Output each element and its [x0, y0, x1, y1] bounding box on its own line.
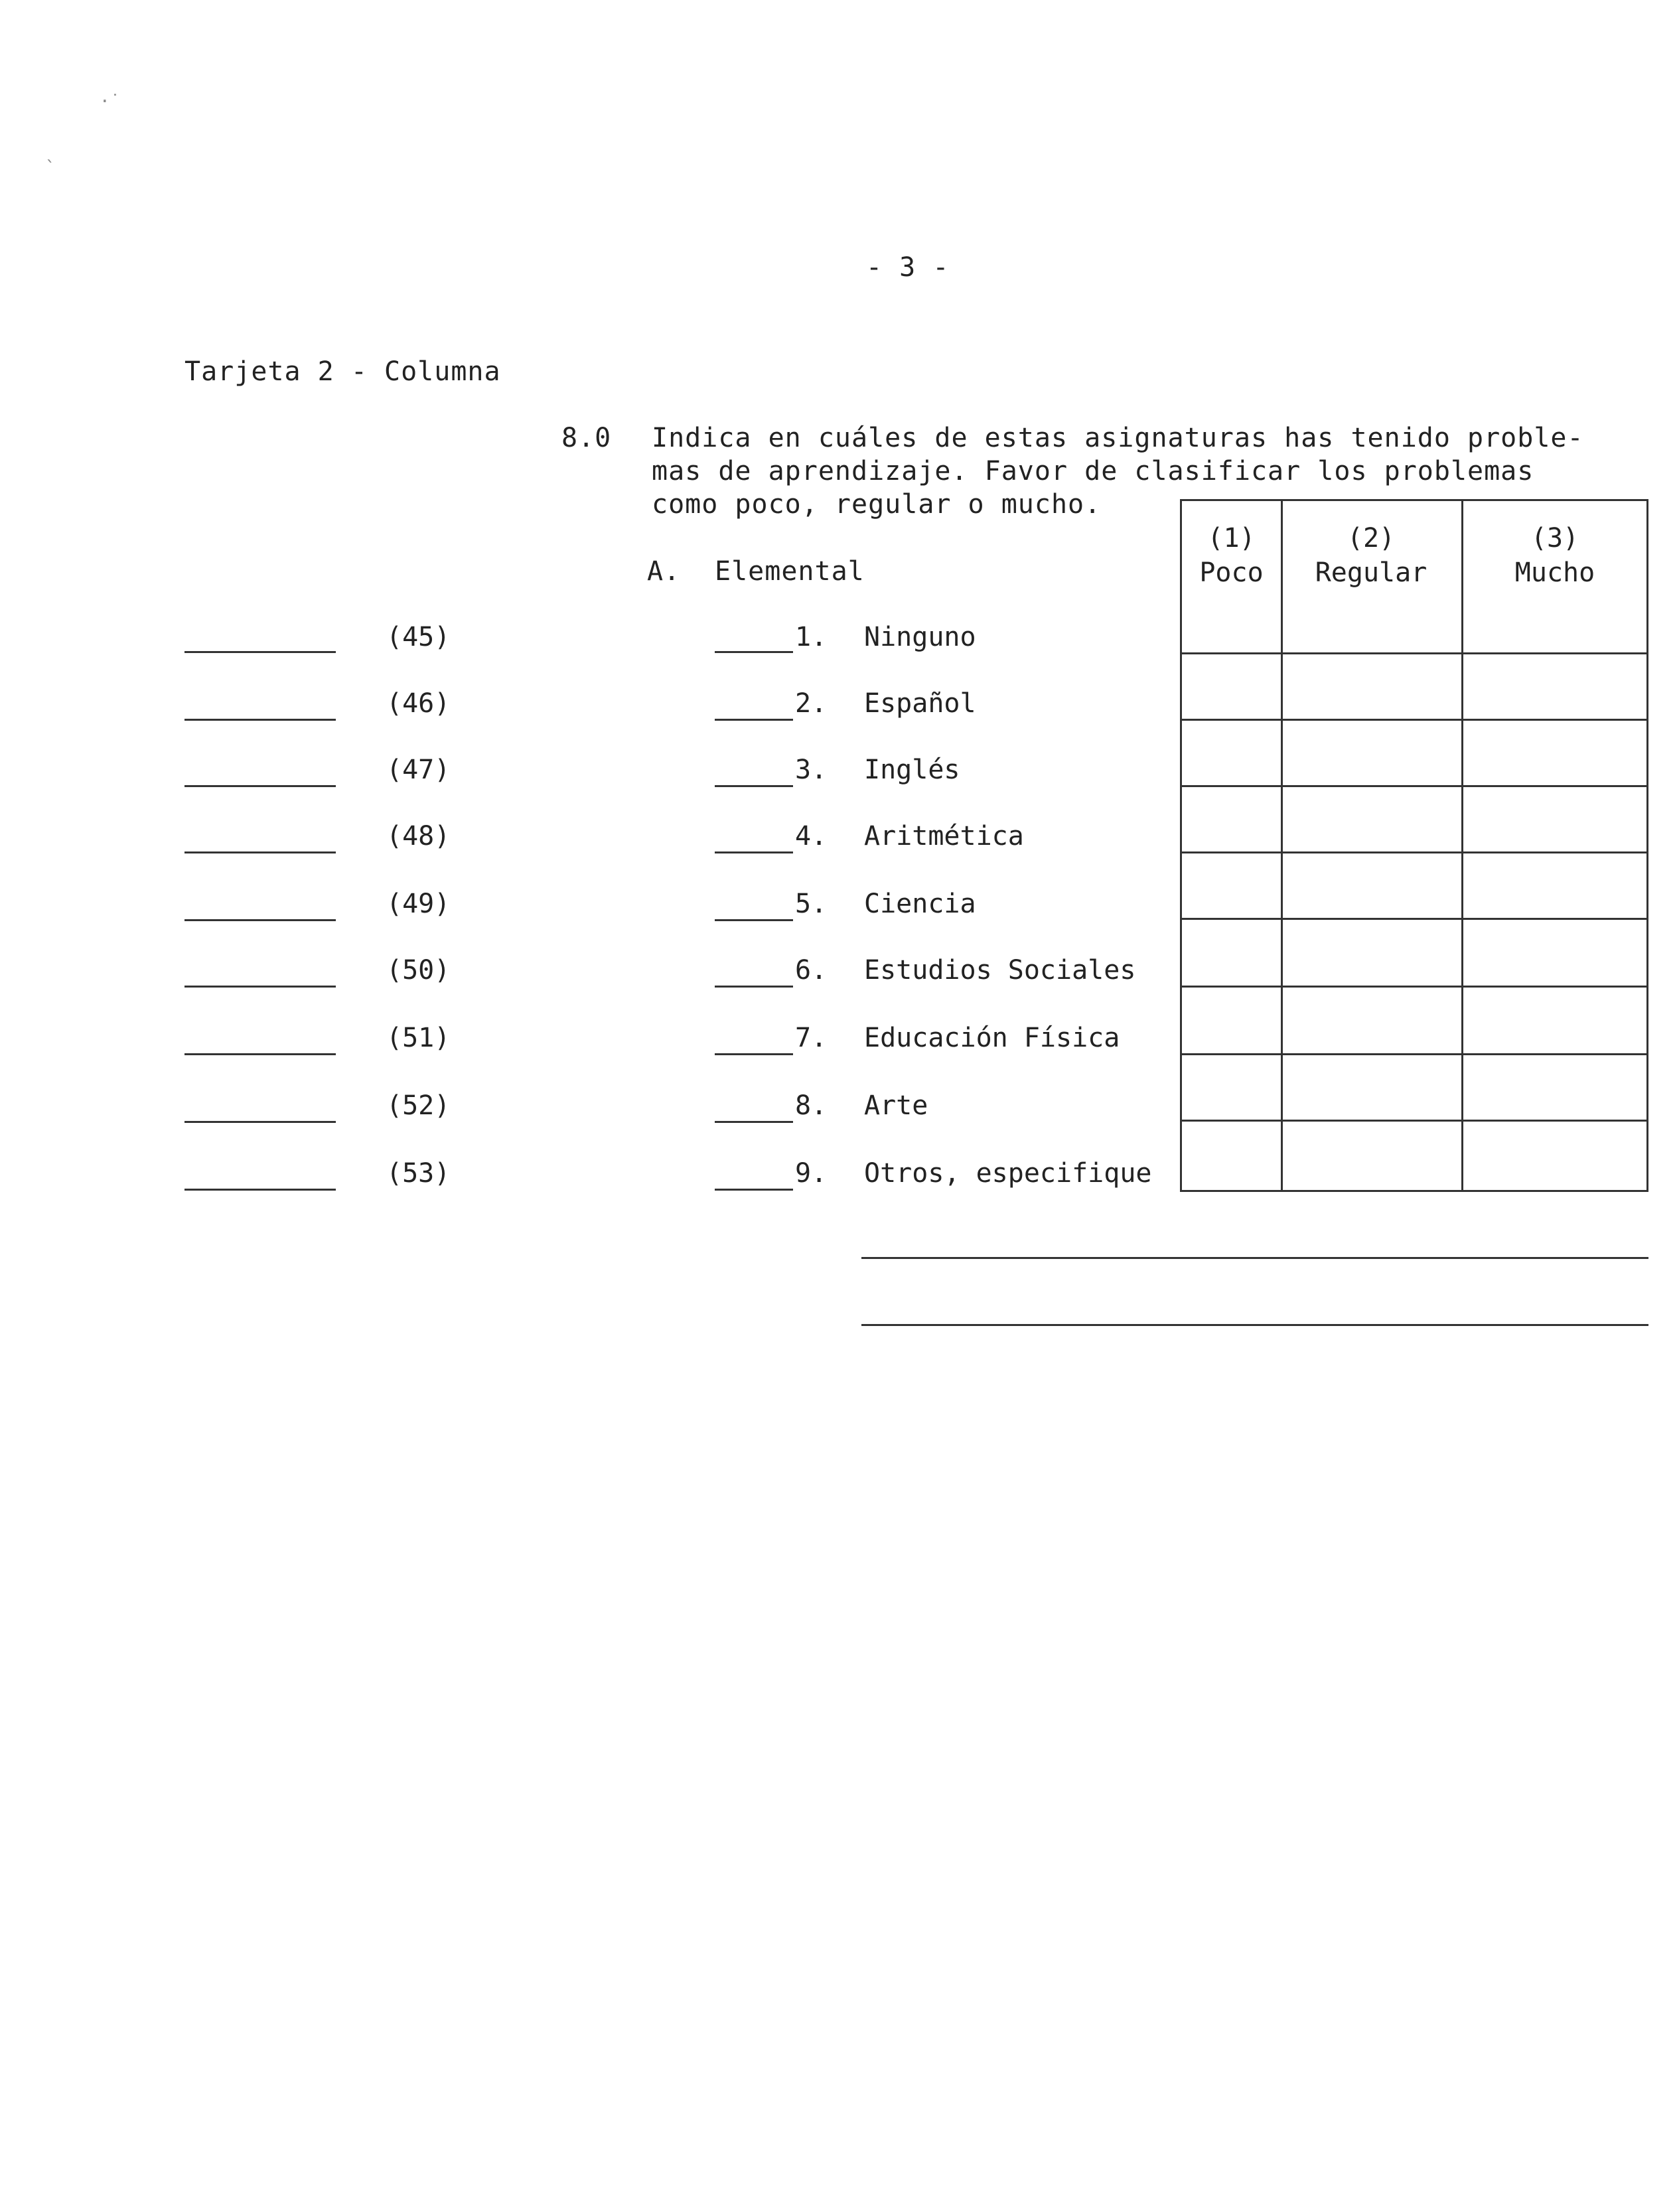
grid-row-line — [1182, 1120, 1646, 1122]
item-label: Arte — [864, 1090, 928, 1121]
item-number: 2. — [795, 688, 828, 719]
item-blank[interactable] — [715, 851, 793, 853]
grid-header-regular — [1281, 521, 1461, 590]
item-label: Estudios Sociales — [864, 955, 1136, 986]
item-blank[interactable] — [715, 1121, 793, 1123]
grid-row-line — [1182, 785, 1646, 787]
grid-header-code: (3) — [1530, 523, 1579, 553]
grid-row-line — [1182, 851, 1646, 853]
question-number: 8.0 — [561, 423, 612, 453]
grid-header-label: Mucho — [1514, 557, 1595, 588]
answer-blank[interactable] — [184, 1189, 336, 1191]
column-code: (50) — [386, 955, 451, 986]
column-code: (45) — [386, 622, 451, 652]
item-blank[interactable] — [715, 719, 793, 721]
specify-blank-line[interactable] — [861, 1324, 1648, 1326]
question-text-line-1: Indica en cuáles de estas asignaturas has tenido proble- — [652, 423, 1584, 453]
grid-header-label: Regular — [1315, 557, 1427, 588]
item-number: 4. — [795, 821, 828, 851]
item-label: Español — [864, 688, 976, 719]
item-number: 1. — [795, 622, 828, 652]
item-number: 5. — [795, 889, 828, 919]
grid-header-poco — [1182, 521, 1281, 590]
item-blank[interactable] — [715, 785, 793, 787]
item-label: Aritmética — [864, 821, 1024, 851]
section-letter: A. — [647, 556, 681, 587]
column-code: (52) — [386, 1090, 451, 1121]
item-blank[interactable] — [715, 919, 793, 921]
column-code: (49) — [386, 889, 451, 919]
item-number: 8. — [795, 1090, 828, 1121]
page-number: - 3 - — [866, 252, 950, 283]
answer-blank[interactable] — [184, 1053, 336, 1055]
answer-blank[interactable] — [184, 986, 336, 988]
item-label: Otros, especifique — [864, 1158, 1152, 1189]
grid-divider — [1461, 501, 1463, 1190]
answer-blank[interactable] — [184, 785, 336, 787]
question-text-line-2: mas de aprendizaje. Favor de clasificar los problemas — [652, 456, 1534, 486]
item-label: Ciencia — [864, 889, 976, 919]
item-number: 9. — [795, 1158, 828, 1189]
specify-blank-line[interactable] — [861, 1257, 1648, 1259]
item-label: Educación Física — [864, 1023, 1120, 1053]
grid-row-line — [1182, 1053, 1646, 1055]
item-blank[interactable] — [715, 986, 793, 988]
rating-grid — [1180, 499, 1648, 1192]
grid-row-line — [1182, 652, 1646, 654]
answer-blank[interactable] — [184, 851, 336, 853]
grid-header-code: (2) — [1347, 523, 1396, 553]
grid-header-code: (1) — [1207, 523, 1256, 553]
scan-speck-mark: ` — [45, 158, 56, 178]
column-code: (51) — [386, 1023, 451, 1053]
column-code: (47) — [386, 755, 451, 785]
grid-row-line — [1182, 719, 1646, 721]
section-name: Elemental — [715, 556, 865, 587]
item-blank[interactable] — [715, 1189, 793, 1191]
scan-speck-mark: ·˙ — [100, 92, 121, 111]
item-label: Ninguno — [864, 622, 976, 652]
card-column-label: Tarjeta 2 - Columna — [184, 356, 501, 387]
item-number: 3. — [795, 755, 828, 785]
item-number: 6. — [795, 955, 828, 986]
answer-blank[interactable] — [184, 1121, 336, 1123]
grid-row-line — [1182, 986, 1646, 988]
answer-blank[interactable] — [184, 719, 336, 721]
column-code: (53) — [386, 1158, 451, 1189]
answer-blank[interactable] — [184, 919, 336, 921]
item-label: Inglés — [864, 755, 960, 785]
grid-header-label: Poco — [1199, 557, 1264, 588]
grid-row-line — [1182, 918, 1646, 920]
item-blank[interactable] — [715, 1053, 793, 1055]
item-number: 7. — [795, 1023, 828, 1053]
question-text-line-3: como poco, regular o mucho. — [652, 489, 1102, 520]
answer-blank[interactable] — [184, 651, 336, 653]
item-blank[interactable] — [715, 651, 793, 653]
grid-divider — [1281, 501, 1283, 1190]
column-code: (46) — [386, 688, 451, 719]
grid-header-mucho — [1461, 521, 1648, 590]
column-code: (48) — [386, 821, 451, 851]
